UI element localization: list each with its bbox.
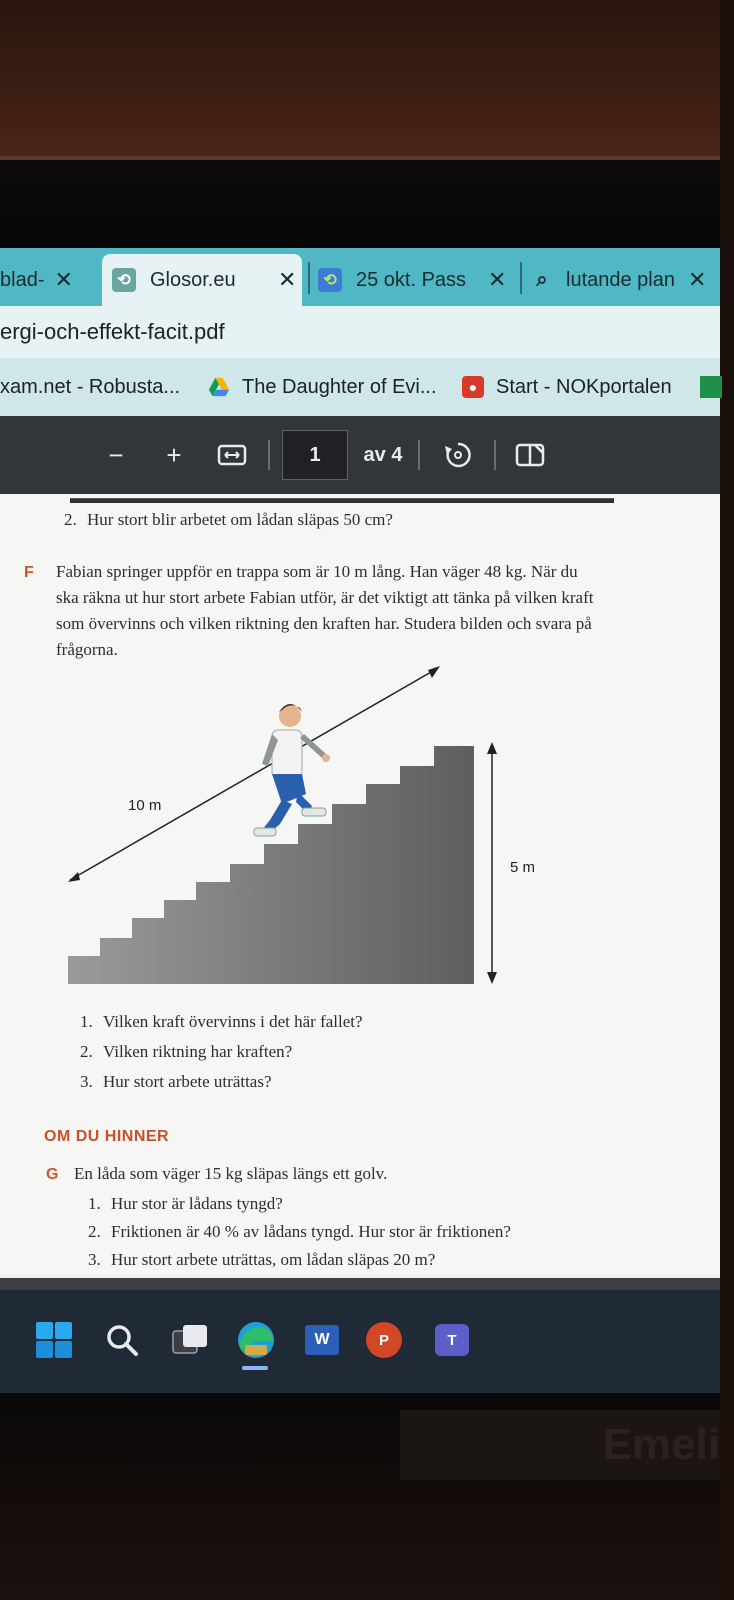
- question-number: 3.: [80, 1072, 93, 1091]
- two-page-view-button[interactable]: [508, 416, 552, 494]
- staircase-figure: [0, 654, 720, 1004]
- arrow-head-icon: [487, 972, 497, 984]
- task-f-line-1: Fabian springer uppför en trappa som är 10 m lång. Han väger 48 kg. När du: [56, 562, 578, 581]
- rotate-icon: [443, 440, 473, 470]
- question-number: 1.: [88, 1194, 101, 1213]
- question-text: Hur stort arbete uträttas, om lådan släpas 20 m?: [111, 1250, 436, 1269]
- magnifier-icon: [104, 1322, 140, 1358]
- close-icon[interactable]: ✕: [688, 267, 707, 292]
- question-number: 2.: [64, 510, 77, 529]
- previous-question: [64, 510, 393, 530]
- address-text: ergi-och-effekt-facit.pdf: [0, 319, 225, 344]
- task-f-line-2: ska räkna ut hur stort arbete Fabian utför, är det viktigt att tänka på vilken kraft: [56, 588, 594, 607]
- task-g-question-3: [88, 1250, 435, 1270]
- glosor-favicon-icon: ⟲: [112, 268, 136, 292]
- teams-letter: T: [435, 1324, 469, 1356]
- taskbar-edge: [0, 1278, 720, 1290]
- length-label: 10 m: [128, 797, 162, 814]
- toolbar-divider: [494, 440, 496, 470]
- question-text: Hur stort blir arbetet om lådan släpas 50 cm?: [87, 510, 393, 529]
- sheets-favicon-icon: [700, 376, 722, 398]
- page-total: av 4: [363, 443, 403, 466]
- powerpoint-letter: P: [366, 1322, 402, 1358]
- monitor-screen: [0, 248, 720, 1393]
- height-label: 5 m: [510, 859, 536, 876]
- word-icon[interactable]: [300, 1318, 344, 1362]
- staircase-shape: [68, 746, 474, 984]
- bookmark-overflow[interactable]: [700, 358, 734, 416]
- powerpoint-icon[interactable]: [362, 1318, 406, 1362]
- bookmark-label: xam.net - Robusta...: [0, 375, 181, 398]
- teams-icon[interactable]: [430, 1318, 474, 1362]
- rotate-button[interactable]: [436, 416, 480, 494]
- runner-illustration: [254, 704, 330, 836]
- arrow-head-icon: [487, 742, 497, 754]
- task-g-question-1: [88, 1194, 283, 1214]
- fit-width-icon: [217, 444, 247, 466]
- tab-lutande-plan[interactable]: [530, 254, 720, 306]
- address-bar[interactable]: [0, 306, 720, 358]
- tab-divider: [520, 262, 522, 294]
- tab-divider: [308, 262, 310, 294]
- task-f-question-3: [80, 1072, 272, 1092]
- question-text: Vilken kraft övervinns i det här fallet?: [103, 1012, 363, 1031]
- bookmark-label: Start - NOKportalen: [496, 375, 672, 398]
- edge-logo-icon: [235, 1319, 277, 1361]
- fit-to-width-button[interactable]: [210, 416, 254, 494]
- question-number: 3.: [88, 1250, 101, 1269]
- extra-section-heading: OM DU HINNER: [44, 1128, 170, 1145]
- nok-favicon-icon: ●: [462, 376, 484, 398]
- word-letter: W: [305, 1325, 339, 1355]
- task-f-question-1: [80, 1012, 363, 1032]
- tab-title: 25 okt. Pass: [356, 268, 467, 291]
- question-number: 2.: [80, 1042, 93, 1061]
- zoom-out-button[interactable]: −: [108, 439, 124, 470]
- bookmark-daughter-of-evil[interactable]: [208, 358, 437, 416]
- zoom-in-button[interactable]: +: [166, 439, 182, 470]
- task-letter-g: G: [46, 1166, 59, 1183]
- question-text: Hur stor är lådans tyngd?: [111, 1194, 283, 1213]
- tab-glosor[interactable]: [102, 254, 302, 306]
- pdf-page: [0, 490, 720, 1274]
- pdf-toolbar: [0, 416, 720, 494]
- close-icon[interactable]: ✕: [54, 267, 73, 292]
- tab-blad[interactable]: [0, 254, 100, 306]
- question-text: Hur stort arbete uträttas?: [103, 1072, 272, 1091]
- toolbar-divider: [268, 440, 270, 470]
- classroom-favicon-icon: ⟲: [318, 268, 342, 292]
- close-icon[interactable]: ✕: [488, 267, 507, 292]
- google-drive-icon: [208, 376, 230, 398]
- toolbar-divider: [418, 440, 420, 470]
- windows-taskbar: [0, 1278, 720, 1393]
- tab-25-okt-pass[interactable]: [318, 254, 514, 306]
- active-app-indicator: [242, 1366, 268, 1370]
- name-sticker: Emeli: [400, 1410, 720, 1480]
- close-icon[interactable]: ✕: [278, 267, 297, 292]
- monitor-bezel-top: [0, 156, 720, 252]
- search-icon: ⌕: [536, 268, 548, 291]
- bookmark-label: The Daughter of Evi...: [242, 375, 437, 398]
- tab-title: blad-: [0, 268, 45, 291]
- browser-tab-strip: [0, 248, 720, 306]
- task-view-glyph-icon: [171, 1323, 209, 1357]
- edge-icon[interactable]: [234, 1318, 278, 1362]
- task-g-question-2: [88, 1222, 511, 1242]
- task-f-question-2: [80, 1042, 292, 1062]
- two-page-icon: [515, 442, 545, 468]
- task-f-line-3: som övervinns och vilken riktning den kraften har. Studera bilden och svara på: [56, 614, 592, 633]
- question-text: Vilken riktning har kraften?: [103, 1042, 293, 1061]
- question-number: 1.: [80, 1012, 93, 1031]
- tab-title: lutande plan: [566, 268, 675, 291]
- arrow-head-icon: [428, 666, 440, 678]
- task-f-line-4: frågorna.: [56, 640, 118, 659]
- task-letter-f: F: [24, 564, 34, 581]
- windows-logo-icon: [35, 1321, 73, 1359]
- page-number-input[interactable]: 1: [282, 430, 348, 480]
- arrow-head-icon: [68, 872, 80, 882]
- tab-title: Glosor.eu: [150, 268, 236, 291]
- windows-start-icon[interactable]: [32, 1318, 76, 1362]
- background-room: [0, 0, 720, 160]
- task-g-text: En låda som väger 15 kg släpas längs ett golv.: [74, 1164, 388, 1183]
- bookmark-exam-net[interactable]: [0, 358, 180, 416]
- task-view-icon[interactable]: [168, 1318, 212, 1362]
- bookmark-nokportalen[interactable]: [462, 358, 672, 416]
- question-text: Friktionen är 40 % av lådans tyngd. Hur stor är friktionen?: [111, 1222, 511, 1241]
- bookmarks-bar: [0, 358, 720, 416]
- question-number: 2.: [88, 1222, 101, 1241]
- cropped-previous-line: ▬▬▬▬▬▬▬▬▬▬▬▬▬▬▬▬▬▬▬▬▬▬▬▬▬▬▬▬▬▬▬▬▬▬: [70, 490, 614, 507]
- search-icon[interactable]: [100, 1318, 144, 1362]
